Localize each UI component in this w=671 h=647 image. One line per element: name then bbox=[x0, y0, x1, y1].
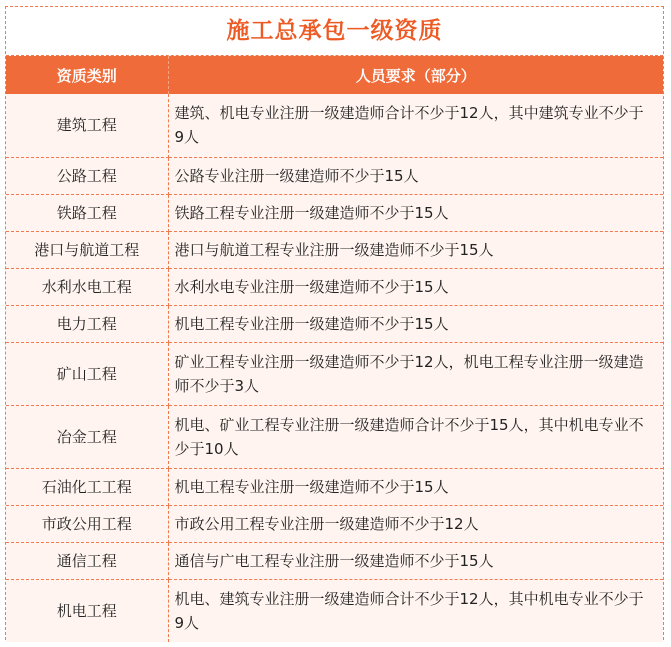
category-cell: 冶金工程 bbox=[6, 405, 168, 468]
table-row bbox=[6, 542, 663, 579]
table-row bbox=[6, 231, 663, 268]
category-cell: 矿山工程 bbox=[6, 342, 168, 405]
table-row bbox=[6, 157, 663, 194]
page-title: 施工总承包一级资质 bbox=[6, 7, 663, 56]
table-row bbox=[6, 468, 663, 505]
table-row bbox=[6, 194, 663, 231]
category-cell: 港口与航道工程 bbox=[6, 231, 168, 268]
category-cell: 通信工程 bbox=[6, 542, 168, 579]
category-cell: 建筑工程 bbox=[6, 94, 168, 157]
category-cell: 市政公用工程 bbox=[6, 505, 168, 542]
qualification-table bbox=[6, 56, 663, 642]
table-row bbox=[6, 268, 663, 305]
requirement-cell: 机电、矿业工程专业注册一级建造师合计不少于15人，其中机电专业不少于10人 bbox=[168, 405, 663, 468]
requirement-cell: 建筑、机电专业注册一级建造师合计不少于12人，其中建筑专业不少于9人 bbox=[168, 94, 663, 157]
requirement-cell: 水利水电专业注册一级建造师不少于15人 bbox=[168, 268, 663, 305]
table-row bbox=[6, 405, 663, 468]
table-header-row bbox=[6, 56, 663, 94]
requirement-cell: 港口与航道工程专业注册一级建造师不少于15人 bbox=[168, 231, 663, 268]
requirement-cell: 机电、建筑专业注册一级建造师合计不少于12人，其中机电专业不少于9人 bbox=[168, 579, 663, 642]
category-cell: 石油化工工程 bbox=[6, 468, 168, 505]
category-cell: 电力工程 bbox=[6, 305, 168, 342]
table-row bbox=[6, 305, 663, 342]
category-cell: 水利水电工程 bbox=[6, 268, 168, 305]
table-row bbox=[6, 94, 663, 157]
qualification-card bbox=[5, 6, 664, 640]
requirement-cell: 矿业工程专业注册一级建造师不少于12人，机电工程专业注册一级建造师不少于3人 bbox=[168, 342, 663, 405]
table-row bbox=[6, 505, 663, 542]
requirement-cell: 通信与广电工程专业注册一级建造师不少于15人 bbox=[168, 542, 663, 579]
column-header-category: 资质类别 bbox=[6, 56, 168, 94]
requirement-cell: 公路专业注册一级建造师不少于15人 bbox=[168, 157, 663, 194]
requirement-cell: 机电工程专业注册一级建造师不少于15人 bbox=[168, 468, 663, 505]
category-cell: 公路工程 bbox=[6, 157, 168, 194]
category-cell: 机电工程 bbox=[6, 579, 168, 642]
table-row bbox=[6, 579, 663, 642]
requirement-cell: 市政公用工程专业注册一级建造师不少于12人 bbox=[168, 505, 663, 542]
table-row bbox=[6, 342, 663, 405]
category-cell: 铁路工程 bbox=[6, 194, 168, 231]
requirement-cell: 铁路工程专业注册一级建造师不少于15人 bbox=[168, 194, 663, 231]
requirement-cell: 机电工程专业注册一级建造师不少于15人 bbox=[168, 305, 663, 342]
column-header-requirement: 人员要求（部分） bbox=[168, 56, 663, 94]
